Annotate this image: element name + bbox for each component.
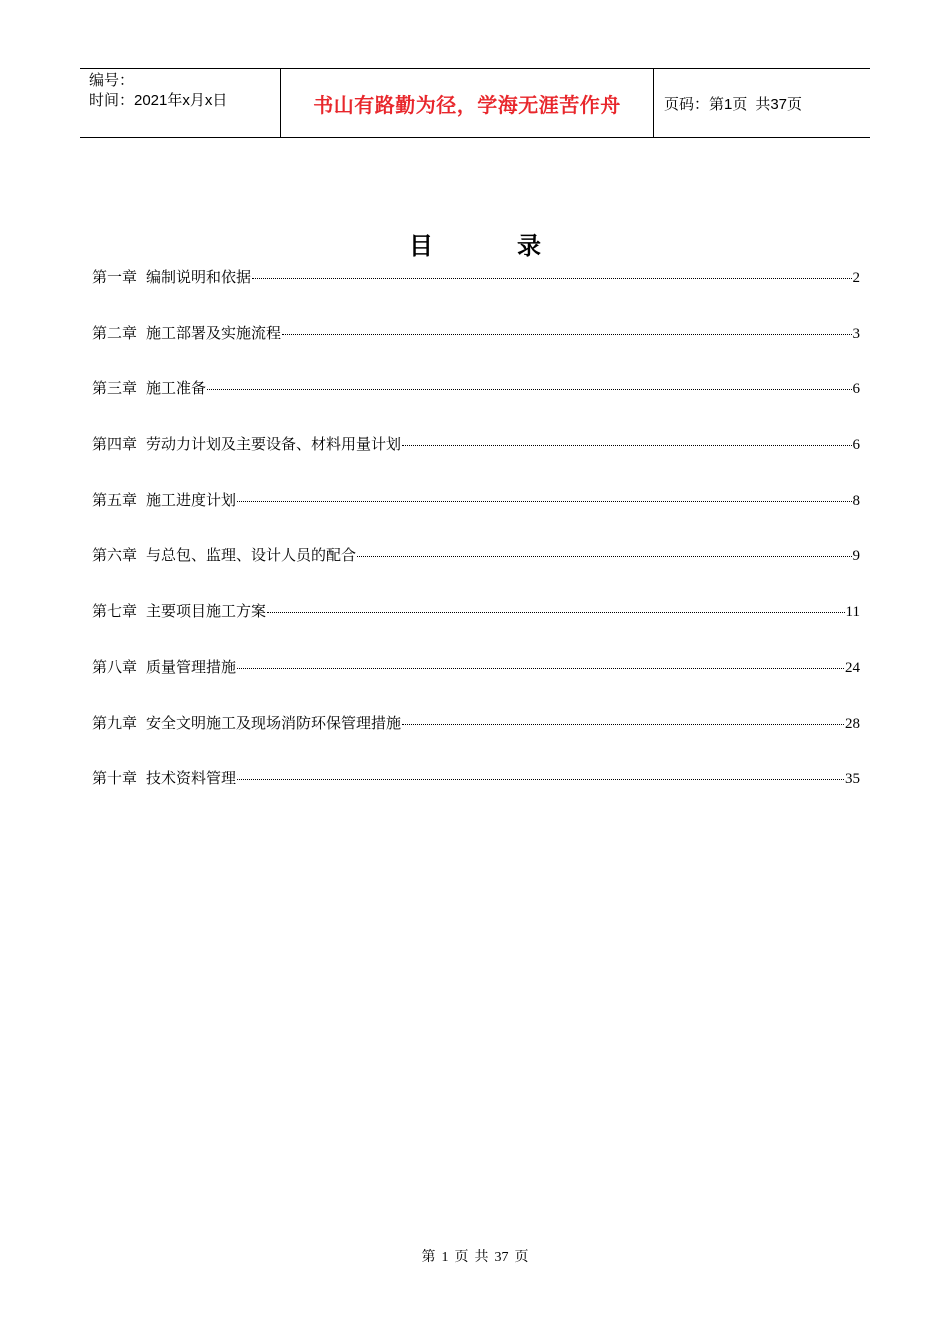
date-label: 时间：2021年x月x日 [89,92,228,109]
toc-entry[interactable] [92,322,860,378]
toc-leader-dots [267,612,845,613]
toc-page-number: 8 [852,492,860,509]
toc-leader-dots [402,724,844,725]
toc-chapter-number: 第五章 [92,492,138,509]
toc-chapter-title: 质量管理措施 [146,659,237,676]
toc-page-number: 35 [845,771,860,788]
toc-chapter-title: 与总包、监理、设计人员的配合 [146,548,357,565]
toc-page-number: 2 [852,270,860,286]
motto-text: 书山有路勤为径，学海无涯苦作舟 [313,92,621,117]
footer-current-page: 1 [441,1250,449,1265]
toc-entry[interactable] [92,600,860,656]
toc-chapter-title: 施工准备 [146,381,207,398]
page-info-cell [654,69,870,137]
toc-leader-dots [402,445,851,446]
toc-leader-dots [252,278,851,279]
document-header [80,68,870,138]
toc-leader-dots [357,556,851,557]
toc-entry[interactable] [92,489,860,545]
table-of-contents [92,266,860,823]
toc-chapter-title: 编制说明和依据 [146,270,252,286]
header-page-number: 页码：第1页 [664,95,748,113]
toc-page-number: 6 [852,381,860,398]
toc-title [0,226,950,261]
toc-leader-dots [207,389,851,390]
toc-entry[interactable] [92,266,860,322]
toc-entry[interactable] [92,433,860,489]
toc-page-number: 28 [845,715,860,732]
toc-entry[interactable] [92,544,860,600]
footer-ye-end: 页 [514,1250,529,1265]
toc-chapter-title: 安全文明施工及现场消防环保管理措施 [146,715,402,732]
toc-page-number: 11 [845,604,860,621]
motto-cell [281,69,654,137]
toc-entry[interactable] [92,377,860,433]
toc-page-number: 3 [852,325,860,342]
toc-chapter-number: 第一章 [92,270,138,286]
toc-chapter-number: 第十章 [92,771,138,788]
toc-entry[interactable] [92,767,860,823]
serial-number-label: 编号： [89,72,135,89]
header-page-total: 共37页 [755,95,803,113]
toc-chapter-title: 劳动力计划及主要设备、材料用量计划 [146,437,402,454]
page-footer [0,1246,950,1266]
toc-entry[interactable] [92,656,860,712]
toc-chapter-number: 第八章 [92,659,138,676]
toc-title-left: 目 [409,232,433,260]
toc-leader-dots [237,668,844,669]
toc-leader-dots [282,334,851,335]
toc-chapter-title: 主要项目施工方案 [146,604,267,621]
toc-page-number: 6 [852,437,860,454]
toc-chapter-number: 第九章 [92,715,138,732]
toc-chapter-title: 技术资料管理 [146,771,237,788]
toc-chapter-number: 第三章 [92,381,138,398]
toc-leader-dots [237,501,851,502]
toc-chapter-title: 施工部署及实施流程 [146,325,282,342]
toc-chapter-number: 第六章 [92,548,138,565]
toc-page-number: 9 [852,548,860,565]
toc-chapter-number: 第七章 [92,604,138,621]
footer-di: 第 [421,1250,436,1265]
toc-title-right: 录 [517,232,541,260]
toc-entry[interactable] [92,712,860,768]
toc-chapter-number: 第四章 [92,437,138,454]
header-meta-cell [80,69,281,137]
toc-chapter-title: 施工进度计划 [146,492,237,509]
footer-total-pages: 37 [494,1250,509,1265]
footer-ye: 页 [454,1250,469,1265]
toc-page-number: 24 [845,659,860,676]
footer-gong: 共 [474,1250,489,1265]
toc-leader-dots [237,779,844,780]
toc-chapter-number: 第二章 [92,325,138,342]
